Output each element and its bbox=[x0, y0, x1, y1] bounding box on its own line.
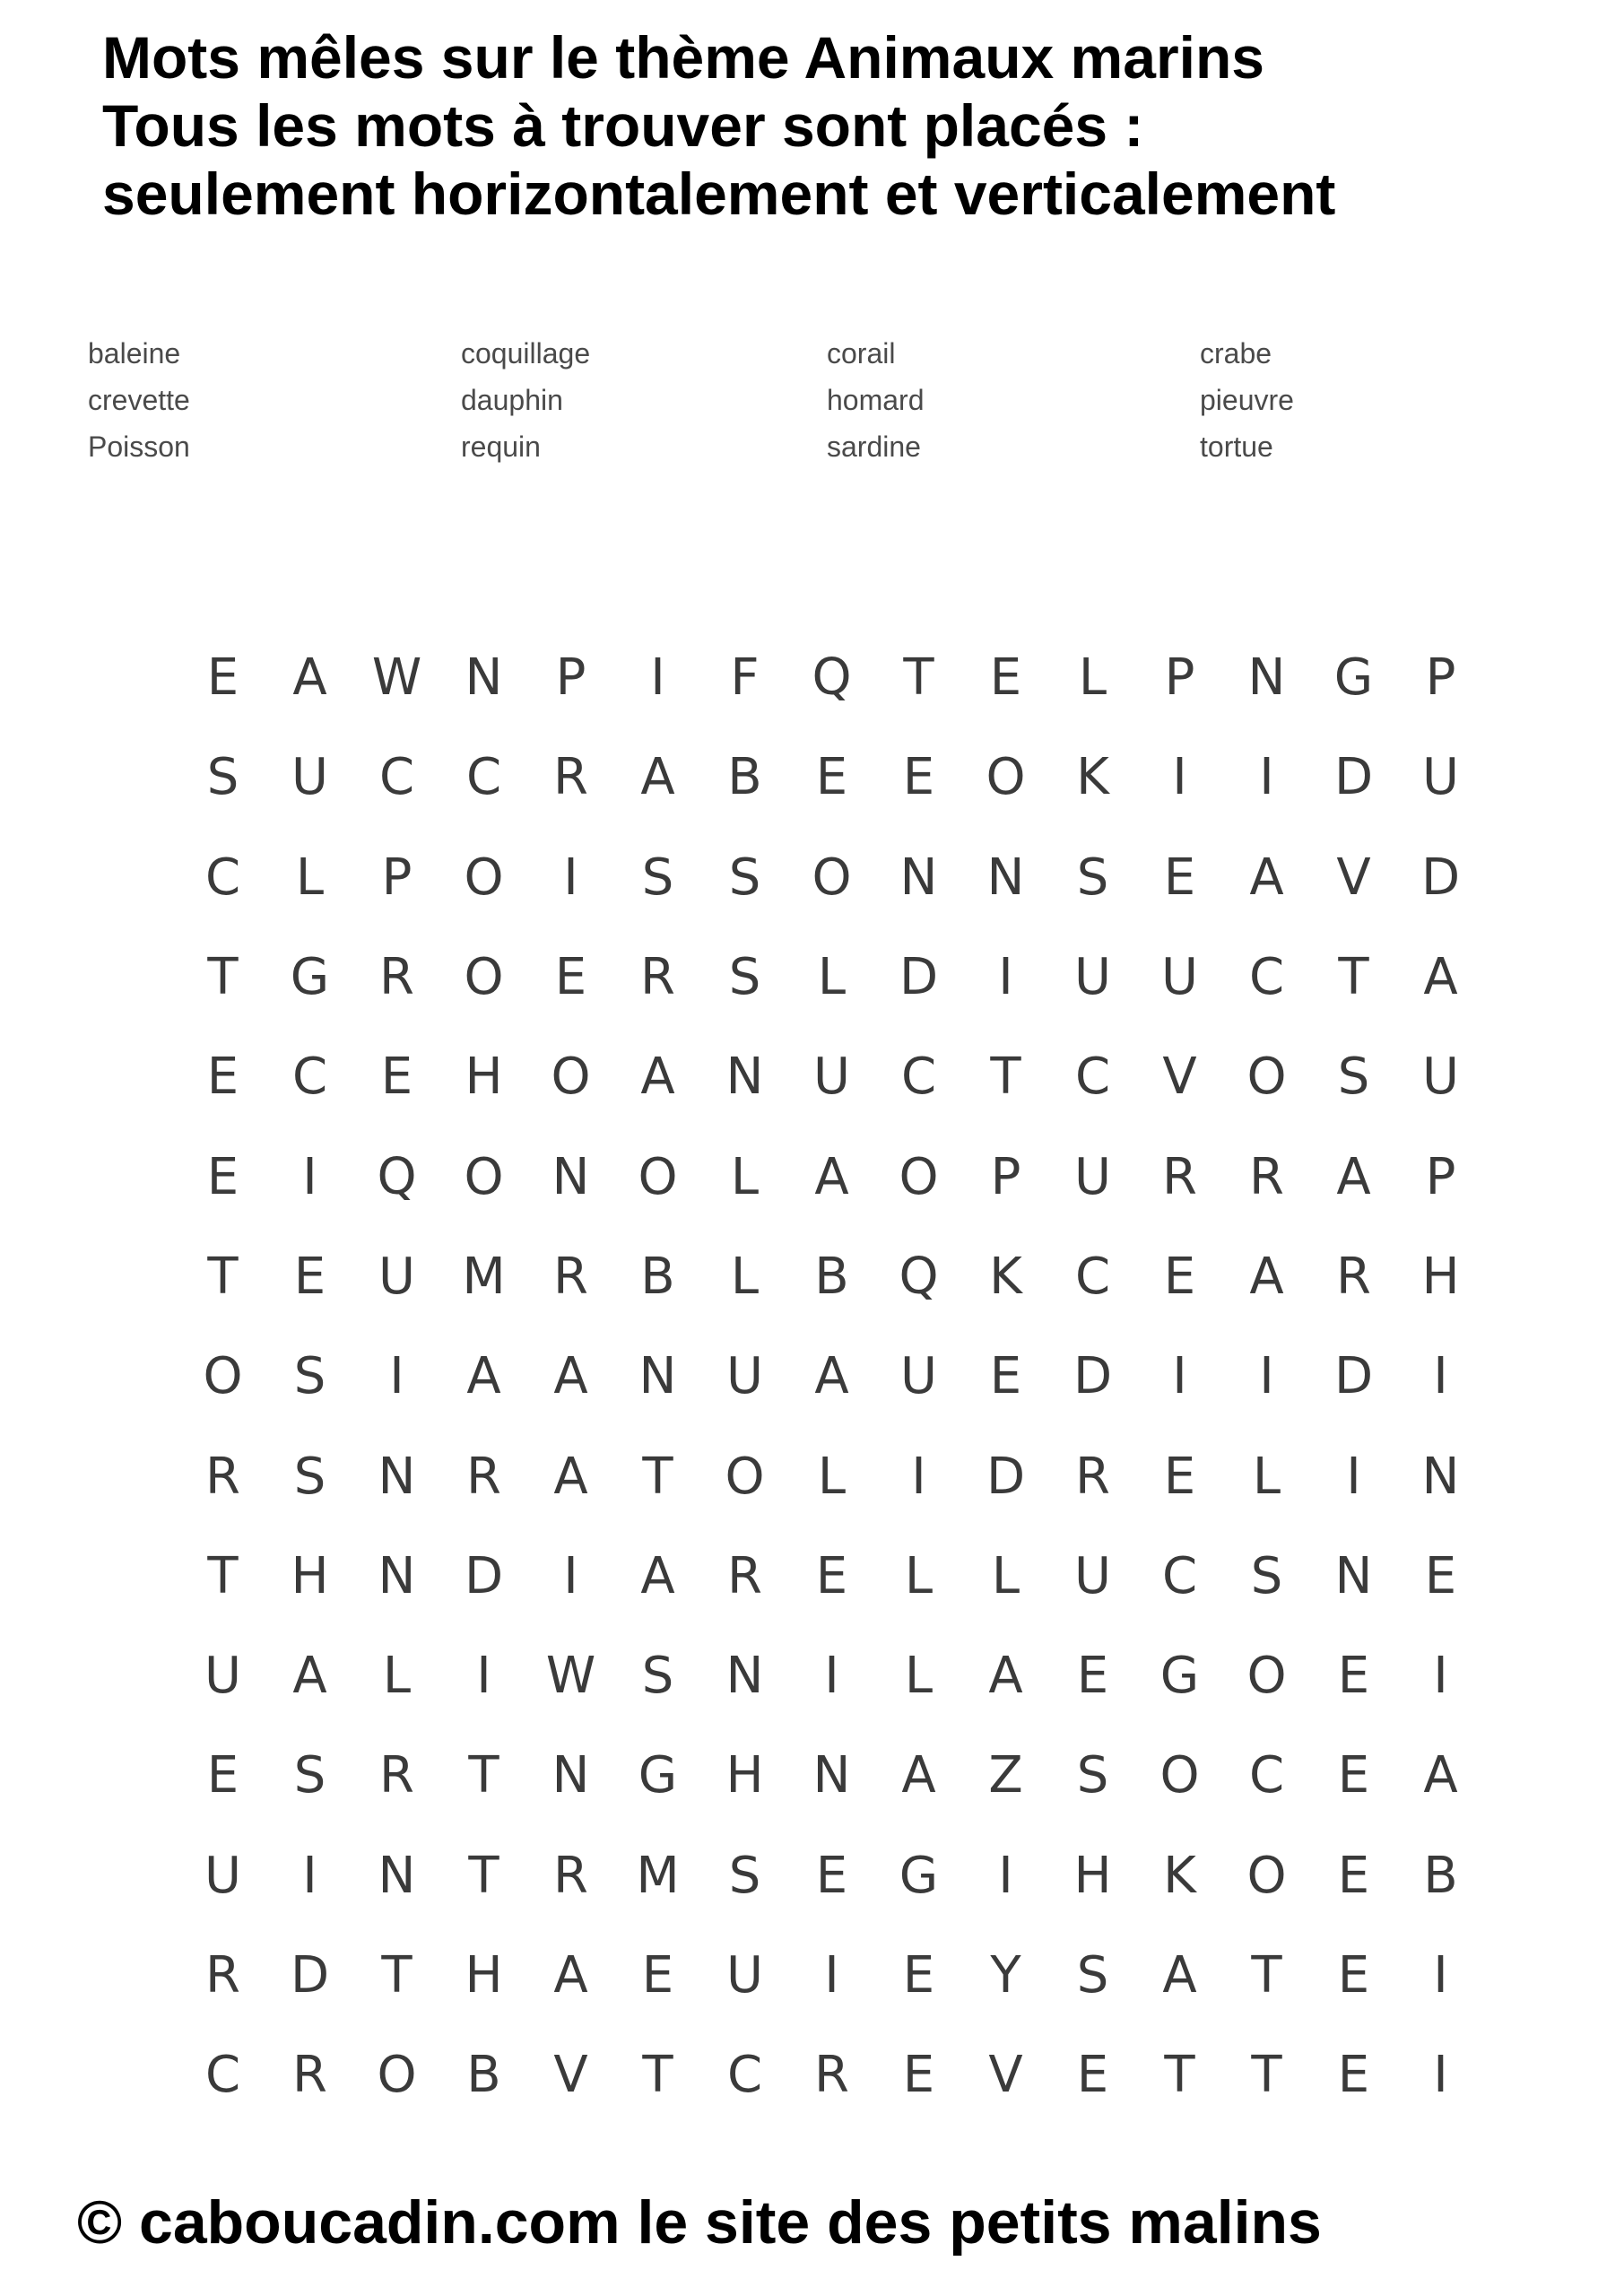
grid-cell[interactable]: P bbox=[1425, 648, 1456, 708]
grid-cell[interactable]: A bbox=[1249, 1247, 1284, 1306]
grid-cell[interactable]: I bbox=[1433, 1347, 1448, 1406]
word-item: pieuvre bbox=[1200, 384, 1294, 416]
grid-cell[interactable]: T bbox=[1338, 948, 1369, 1007]
grid-cell[interactable]: A bbox=[988, 1647, 1023, 1706]
grid-cell[interactable]: O bbox=[986, 748, 1026, 807]
grid-cell[interactable]: E bbox=[815, 1546, 848, 1605]
grid-cell[interactable]: E bbox=[1337, 1746, 1370, 1805]
word-item: dauphin bbox=[461, 384, 563, 416]
grid-cell[interactable]: E bbox=[206, 648, 239, 708]
grid-cell[interactable]: A bbox=[640, 1546, 675, 1605]
grid-cell[interactable]: I bbox=[1172, 748, 1187, 807]
grid-cell[interactable]: P bbox=[1425, 1147, 1456, 1206]
grid-cell[interactable]: Q bbox=[899, 1247, 939, 1306]
grid-cell[interactable]: S bbox=[1337, 1048, 1370, 1107]
grid-cell[interactable]: A bbox=[553, 1946, 588, 2005]
grid-cell[interactable]: F bbox=[730, 648, 760, 708]
word-item: requin bbox=[461, 430, 541, 463]
grid-cell[interactable]: R bbox=[205, 1946, 240, 2005]
grid-cell[interactable]: N bbox=[638, 1347, 677, 1406]
grid-cell[interactable]: E bbox=[989, 1347, 1022, 1406]
grid-cell[interactable]: I bbox=[1433, 1647, 1448, 1706]
grid-cell[interactable]: D bbox=[290, 1946, 330, 2005]
grid-cell[interactable]: H bbox=[465, 1946, 503, 2005]
grid-cell[interactable]: N bbox=[378, 1447, 416, 1506]
grid-cell[interactable]: S bbox=[1076, 848, 1109, 907]
grid-cell[interactable]: C bbox=[291, 1048, 328, 1107]
grid-cell[interactable]: K bbox=[989, 1247, 1022, 1306]
word-item: coquillage bbox=[461, 337, 591, 370]
grid-cell[interactable]: R bbox=[640, 948, 675, 1007]
grid-cell[interactable]: A bbox=[553, 1447, 588, 1506]
grid-cell[interactable]: O bbox=[464, 1147, 504, 1206]
grid-cell[interactable]: P bbox=[381, 848, 413, 907]
grid-cell[interactable]: L bbox=[1252, 1447, 1281, 1506]
word-list-column-2 bbox=[461, 330, 590, 470]
grid-cell[interactable]: U bbox=[378, 1247, 415, 1306]
grid-cell[interactable]: E bbox=[554, 948, 587, 1007]
grid-cell[interactable]: I bbox=[911, 1447, 926, 1506]
grid-cell[interactable]: B bbox=[727, 748, 762, 807]
grid-cell[interactable]: R bbox=[1336, 1247, 1371, 1306]
grid-cell[interactable]: O bbox=[638, 1147, 678, 1206]
grid-cell[interactable]: N bbox=[986, 848, 1025, 907]
grid-cell[interactable]: A bbox=[1423, 948, 1458, 1007]
grid-cell[interactable]: N bbox=[1421, 1447, 1460, 1506]
grid-cell[interactable]: T bbox=[1164, 2046, 1195, 2105]
grid-cell[interactable]: O bbox=[464, 948, 504, 1007]
grid-cell[interactable]: E bbox=[815, 748, 848, 807]
grid-cell[interactable]: T bbox=[207, 948, 239, 1007]
grid-cell[interactable]: C bbox=[378, 748, 415, 807]
grid-cell[interactable]: S bbox=[728, 948, 761, 1007]
grid-cell[interactable]: L bbox=[730, 1247, 760, 1306]
grid-cell[interactable]: M bbox=[636, 1846, 680, 1905]
grid-cell[interactable]: I bbox=[1433, 1946, 1448, 2005]
letter-grid bbox=[179, 628, 1498, 2135]
grid-cell[interactable]: N bbox=[551, 1746, 590, 1805]
grid-cell[interactable]: T bbox=[903, 648, 934, 708]
grid-cell[interactable]: N bbox=[551, 1147, 590, 1206]
grid-cell[interactable]: E bbox=[1337, 1647, 1370, 1706]
grid-cell[interactable]: L bbox=[382, 1647, 412, 1706]
word-item: corail bbox=[827, 337, 896, 370]
word-item: baleine bbox=[88, 337, 181, 370]
grid-cell[interactable]: D bbox=[1073, 1347, 1113, 1406]
word-item: crevette bbox=[88, 384, 190, 416]
grid-cell[interactable]: H bbox=[725, 1746, 764, 1805]
grid-cell[interactable]: N bbox=[812, 1746, 851, 1805]
grid-cell[interactable]: R bbox=[379, 1746, 414, 1805]
grid-cell[interactable]: B bbox=[466, 2046, 501, 2105]
grid-cell[interactable]: I bbox=[1259, 748, 1274, 807]
grid-cell[interactable]: I bbox=[824, 1946, 839, 2005]
grid-cell[interactable]: C bbox=[1248, 948, 1285, 1007]
grid-cell[interactable]: A bbox=[814, 1347, 849, 1406]
word-list bbox=[88, 330, 1487, 474]
grid-cell[interactable]: N bbox=[725, 1048, 764, 1107]
grid-cell[interactable]: V bbox=[988, 2046, 1023, 2105]
word-item: crabe bbox=[1200, 337, 1272, 370]
grid-cell[interactable]: E bbox=[1337, 2046, 1370, 2105]
grid-cell[interactable]: R bbox=[553, 1247, 588, 1306]
grid-cell[interactable]: U bbox=[813, 1048, 850, 1107]
grid-cell[interactable]: U bbox=[900, 1347, 937, 1406]
grid-cell[interactable]: L bbox=[1078, 648, 1107, 708]
grid-cell[interactable]: E bbox=[989, 648, 1022, 708]
grid-cell[interactable]: N bbox=[378, 1546, 416, 1605]
grid-cell[interactable]: C bbox=[1161, 1546, 1198, 1605]
word-list-column-3 bbox=[827, 330, 925, 470]
grid-cell[interactable]: R bbox=[553, 748, 588, 807]
grid-cell[interactable]: E bbox=[641, 1946, 674, 2005]
grid-cell[interactable]: S bbox=[293, 1447, 326, 1506]
grid-cell[interactable]: H bbox=[1421, 1247, 1460, 1306]
grid-cell[interactable]: Q bbox=[377, 1147, 417, 1206]
grid-cell[interactable]: S bbox=[728, 848, 761, 907]
grid-cell[interactable]: V bbox=[1336, 848, 1371, 907]
grid-cell[interactable]: U bbox=[1422, 1048, 1459, 1107]
grid-cell[interactable]: I bbox=[1433, 2046, 1448, 2105]
grid-cell[interactable]: V bbox=[553, 2046, 588, 2105]
grid-cell[interactable]: A bbox=[1162, 1946, 1197, 2005]
grid-cell[interactable]: I bbox=[302, 1846, 317, 1905]
grid-cell[interactable]: S bbox=[293, 1347, 326, 1406]
grid-cell[interactable]: E bbox=[206, 1746, 239, 1805]
grid-cell[interactable]: T bbox=[468, 1746, 499, 1805]
grid-cell[interactable]: T bbox=[990, 1048, 1021, 1107]
grid-cell[interactable]: S bbox=[641, 1647, 674, 1706]
grid-cell[interactable]: K bbox=[1076, 748, 1109, 807]
grid-cell[interactable]: U bbox=[204, 1647, 241, 1706]
grid-cell[interactable]: L bbox=[991, 1546, 1020, 1605]
grid-cell[interactable]: N bbox=[899, 848, 938, 907]
grid-cell[interactable]: O bbox=[1246, 1048, 1287, 1107]
grid-cell[interactable]: R bbox=[205, 1447, 240, 1506]
grid-cell[interactable]: R bbox=[1075, 1447, 1110, 1506]
word-item: Poisson bbox=[88, 430, 190, 463]
grid-cell[interactable]: S bbox=[206, 748, 239, 807]
grid-cell[interactable]: I bbox=[476, 1647, 491, 1706]
grid-cell[interactable]: V bbox=[1162, 1048, 1197, 1107]
grid-cell[interactable]: I bbox=[1259, 1347, 1274, 1406]
grid-cell[interactable]: A bbox=[1423, 1746, 1458, 1805]
grid-cell[interactable]: W bbox=[371, 648, 422, 708]
grid-cell[interactable]: A bbox=[292, 648, 327, 708]
grid-cell[interactable]: O bbox=[551, 1048, 591, 1107]
grid-cell[interactable]: R bbox=[292, 2046, 327, 2105]
grid-cell[interactable]: B bbox=[1423, 1846, 1458, 1905]
grid-cell[interactable]: E bbox=[206, 1147, 239, 1206]
grid-cell[interactable]: U bbox=[1074, 1147, 1111, 1206]
grid-cell[interactable]: N bbox=[725, 1647, 764, 1706]
grid-cell[interactable]: U bbox=[726, 1347, 763, 1406]
grid-cell[interactable]: A bbox=[640, 748, 675, 807]
grid-cell[interactable]: N bbox=[465, 648, 503, 708]
grid-cell[interactable]: O bbox=[725, 1447, 765, 1506]
page-title bbox=[102, 23, 1555, 228]
grid-cell[interactable]: B bbox=[814, 1247, 849, 1306]
word-item: sardine bbox=[827, 430, 921, 463]
grid-cell[interactable]: L bbox=[730, 1147, 760, 1206]
word-item: homard bbox=[827, 384, 925, 416]
grid-cell[interactable]: N bbox=[378, 1846, 416, 1905]
grid-cell[interactable]: P bbox=[990, 1147, 1021, 1206]
word-list-column-1 bbox=[88, 330, 190, 470]
grid-cell[interactable]: U bbox=[204, 1846, 241, 1905]
grid-cell[interactable]: D bbox=[899, 948, 939, 1007]
grid-cell[interactable]: Y bbox=[990, 1946, 1021, 2005]
grid-cell[interactable]: E bbox=[902, 2046, 935, 2105]
grid-cell[interactable]: G bbox=[899, 1846, 939, 1905]
grid-cell[interactable]: A bbox=[814, 1147, 849, 1206]
grid-cell[interactable]: G bbox=[638, 1746, 678, 1805]
grid-cell[interactable]: G bbox=[1333, 648, 1374, 708]
grid-cell[interactable]: I bbox=[389, 1347, 404, 1406]
grid-cell[interactable]: R bbox=[553, 1846, 588, 1905]
grid-cell[interactable]: R bbox=[1249, 1147, 1284, 1206]
grid-cell[interactable]: C bbox=[1248, 1746, 1285, 1805]
grid-cell[interactable]: I bbox=[302, 1147, 317, 1206]
grid-cell[interactable]: O bbox=[899, 1147, 939, 1206]
grid-cell[interactable]: C bbox=[204, 2046, 241, 2105]
grid-cell[interactable]: T bbox=[1251, 1946, 1282, 2005]
grid-cell[interactable]: O bbox=[812, 848, 852, 907]
grid-cell[interactable]: L bbox=[904, 1647, 934, 1706]
grid-cell[interactable]: I bbox=[563, 848, 578, 907]
word-list-column-4 bbox=[1200, 330, 1294, 470]
grid-cell[interactable]: D bbox=[1333, 1347, 1374, 1406]
grid-cell[interactable]: H bbox=[1073, 1846, 1112, 1905]
grid-cell[interactable]: C bbox=[465, 748, 502, 807]
grid-cell[interactable]: U bbox=[1074, 1546, 1111, 1605]
grid-cell[interactable]: E bbox=[1076, 1647, 1109, 1706]
grid-cell[interactable]: C bbox=[1074, 1048, 1111, 1107]
grid-cell[interactable]: A bbox=[901, 1746, 936, 1805]
grid-cell[interactable]: I bbox=[998, 948, 1013, 1007]
grid-cell[interactable]: O bbox=[464, 848, 504, 907]
grid-cell[interactable]: R bbox=[814, 2046, 849, 2105]
grid-cell[interactable]: U bbox=[1161, 948, 1198, 1007]
grid-cell[interactable]: I bbox=[824, 1647, 839, 1706]
grid-cell[interactable]: A bbox=[553, 1347, 588, 1406]
grid-cell[interactable]: T bbox=[642, 2046, 673, 2105]
grid-cell[interactable]: M bbox=[462, 1247, 506, 1306]
grid-cell[interactable]: R bbox=[1162, 1147, 1197, 1206]
grid-cell[interactable]: E bbox=[1163, 1247, 1196, 1306]
grid-cell[interactable]: R bbox=[466, 1447, 501, 1506]
grid-cell[interactable]: I bbox=[1172, 1347, 1187, 1406]
title-line-1: Mots mêles sur le thème Animaux marins bbox=[102, 24, 1264, 91]
grid-cell[interactable]: L bbox=[904, 1546, 934, 1605]
grid-cell[interactable]: U bbox=[726, 1946, 763, 2005]
grid-cell[interactable]: P bbox=[555, 648, 586, 708]
grid-cell[interactable]: C bbox=[1074, 1247, 1111, 1306]
grid-cell[interactable]: E bbox=[293, 1247, 326, 1306]
grid-cell[interactable]: S bbox=[293, 1746, 326, 1805]
grid-cell[interactable]: A bbox=[640, 1048, 675, 1107]
grid-cell[interactable]: T bbox=[642, 1447, 673, 1506]
grid-cell[interactable]: I bbox=[998, 1846, 1013, 1905]
grid-cell[interactable]: E bbox=[902, 1946, 935, 2005]
grid-cell[interactable]: K bbox=[1163, 1846, 1196, 1905]
grid-cell[interactable]: R bbox=[379, 948, 414, 1007]
grid-cell[interactable]: A bbox=[292, 1647, 327, 1706]
grid-cell[interactable]: E bbox=[380, 1048, 413, 1107]
grid-cell[interactable]: H bbox=[465, 1048, 503, 1107]
grid-cell[interactable]: U bbox=[291, 748, 328, 807]
grid-cell[interactable]: I bbox=[563, 1546, 578, 1605]
grid-cell[interactable]: W bbox=[545, 1647, 596, 1706]
grid-cell[interactable]: D bbox=[986, 1447, 1026, 1506]
grid-cell[interactable]: N bbox=[1334, 1546, 1373, 1605]
grid-cell[interactable]: E bbox=[1337, 1846, 1370, 1905]
grid-cell[interactable]: A bbox=[466, 1347, 501, 1406]
grid-cell[interactable]: B bbox=[640, 1247, 675, 1306]
grid-cell[interactable]: E bbox=[1424, 1546, 1457, 1605]
grid-cell[interactable]: T bbox=[207, 1546, 239, 1605]
grid-cell[interactable]: G bbox=[290, 948, 330, 1007]
grid-cell[interactable]: O bbox=[1246, 1846, 1287, 1905]
grid-cell[interactable]: N bbox=[1247, 648, 1286, 708]
title-line-2: Tous les mots à trouver sont placés : bbox=[102, 92, 1144, 159]
grid-cell[interactable]: Q bbox=[812, 648, 852, 708]
grid-cell[interactable]: S bbox=[1250, 1546, 1283, 1605]
grid-cell[interactable]: A bbox=[1249, 848, 1284, 907]
grid-cell[interactable]: D bbox=[1333, 748, 1374, 807]
grid-cell[interactable]: P bbox=[1164, 648, 1195, 708]
grid-cell[interactable]: G bbox=[1159, 1647, 1200, 1706]
grid-cell[interactable]: S bbox=[1076, 1746, 1109, 1805]
grid-cell[interactable]: U bbox=[1422, 748, 1459, 807]
grid-cell[interactable]: T bbox=[207, 1247, 239, 1306]
grid-cell[interactable]: S bbox=[641, 848, 674, 907]
grid-cell[interactable]: E bbox=[1163, 848, 1196, 907]
grid-cell[interactable]: I bbox=[650, 648, 665, 708]
grid-cell[interactable]: Z bbox=[988, 1746, 1023, 1805]
grid-cell[interactable]: L bbox=[817, 948, 847, 1007]
grid-cell[interactable]: O bbox=[377, 2046, 417, 2105]
grid-cell[interactable]: D bbox=[1420, 848, 1461, 907]
grid-cell[interactable]: C bbox=[726, 2046, 763, 2105]
footer-credit: © caboucadin.com le site des petits malins bbox=[77, 2188, 1322, 2257]
grid-cell[interactable]: L bbox=[295, 848, 325, 907]
grid-cell[interactable]: T bbox=[381, 1946, 413, 2005]
grid-cell[interactable]: T bbox=[468, 1846, 499, 1905]
word-item: tortue bbox=[1200, 430, 1273, 463]
grid-cell[interactable]: E bbox=[206, 1048, 239, 1107]
grid-cell[interactable]: S bbox=[1076, 1946, 1109, 2005]
grid-cell[interactable]: L bbox=[817, 1447, 847, 1506]
grid-cell[interactable]: E bbox=[1076, 2046, 1109, 2105]
grid-cell[interactable]: S bbox=[728, 1846, 761, 1905]
grid-cell[interactable]: O bbox=[1159, 1746, 1200, 1805]
title-line-3: seulement horizontalement et verticalement bbox=[102, 161, 1336, 227]
grid-cell[interactable]: E bbox=[815, 1846, 848, 1905]
grid-cell[interactable]: C bbox=[204, 848, 241, 907]
grid-cell[interactable]: T bbox=[1251, 2046, 1282, 2105]
grid-cell[interactable]: U bbox=[1074, 948, 1111, 1007]
grid-cell[interactable]: C bbox=[900, 1048, 937, 1107]
grid-cell[interactable]: O bbox=[1246, 1647, 1287, 1706]
grid-cell[interactable]: H bbox=[291, 1546, 329, 1605]
grid-cell[interactable]: E bbox=[1163, 1447, 1196, 1506]
grid-cell[interactable]: D bbox=[464, 1546, 504, 1605]
grid-cell[interactable]: O bbox=[203, 1347, 243, 1406]
grid-cell[interactable]: I bbox=[1346, 1447, 1361, 1506]
grid-cell[interactable]: R bbox=[727, 1546, 762, 1605]
grid-cell[interactable]: E bbox=[1337, 1946, 1370, 2005]
grid-cell[interactable]: A bbox=[1336, 1147, 1371, 1206]
grid-cell[interactable]: E bbox=[902, 748, 935, 807]
